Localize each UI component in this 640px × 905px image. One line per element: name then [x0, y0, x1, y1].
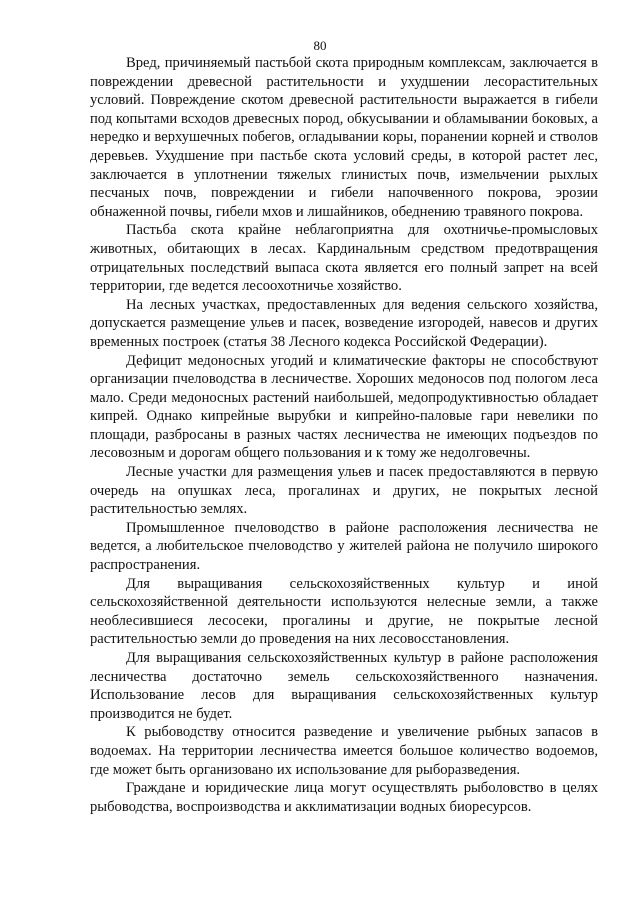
paragraph-honey-plants: Дефицит медоносных угодий и климатические факторы не способствуют организации пчеловодства в лесничестве. Хороших медоносов под пологом леса мало. Среди медоносных растений наибольшей, медопродуктивностью обладает кипрей. Однако кипрейные вырубки и кипрейно-паловые гари невелики по площади, разбросаны в разных частях лесничества не имеющих подъездов по лесовозным и дорогам общего пользования и к тому же недолговечны. [90, 352, 598, 462]
paragraph-apiary-sites: Лесные участки для размещения ульев и пасек предоставляются в первую очередь на опушках леса, прогалинах и других, не покрытых лесной растительностью землях. [90, 464, 598, 518]
paragraph-beekeeping: Промышленное пчеловодство в районе расположения лесничества не ведется, а любительское пчеловодство у жителей района не получило широкого распространения. [90, 519, 598, 574]
page-number: 80 [313, 38, 327, 53]
paragraph-fishing: Граждане и юридические лица могут осуществлять рыболовство в целях рыбоводства, воспроизводства и акклиматизации водных биоресурсов. [90, 780, 598, 815]
paragraph-grazing-wildlife: Пастьба скота крайне неблагоприятна для охотничье-промысловых животных, обитающих в лесах. Кардинальным средством предотвращения отрицательных последствий выпаса скота является его полный запрет на всей территории, где ведется лесоохотничье хозяйство. [90, 222, 598, 295]
paragraph-grazing-damage: Вред, причиняемый пастьбой скота природным комплексам, заключается в повреждении древесной растительности и ухудшении лесорастительных условий. Повреждение скотом древесной растительности выражается в гибели под копытами всходов древесных пород, обкусывании и обламывании боковых, а нередко и верхушечных побегов, огладывании коры, поранении корней и стволов деревьев. Ухудшение при пастьбе скота условий среды, в которой растет лес, заключается в уплотнении тяжелых глинистых почв, измельчении рыхлых песчаных почв, повреждении и гибели напочвенного покрова, эрозии обнаженной почвы, гибели мхов и лишайников, обеднению травяного покрова. [90, 55, 598, 220]
paragraph-fish-farming: К рыбоводству относится разведение и увеличение рыбных запасов в водоемах. На территории лесничества имеется большое количество водоемов, где может быть организовано их использование для рыборазведения. [90, 724, 598, 778]
body-text [90, 54, 598, 816]
paragraph-agriculture-use: Для выращивания сельскохозяйственных культур в районе расположения лесничества достаточно земель сельскохозяйственного назначения. Использование лесов для выращивания сельскохозяйственных культур производится не будет. [90, 650, 598, 722]
paragraph-apiary-placement: На лесных участках, предоставленных для ведения сельского хозяйства, допускается размещение ульев и пасек, возведение изгородей, навесов и других временных построек (статья 38 Лесного кодекса Российской Федерации). [90, 296, 598, 350]
paragraph-agriculture-lands: Для выращивания сельскохозяйственных культур и иной сельскохозяйственной деятельности используются нелесные земли, а также необлесившиеся лесосеки, прогалины и другие, не покрытые лесной растительностью земли до проведения на них лесовосстановления. [90, 575, 598, 648]
